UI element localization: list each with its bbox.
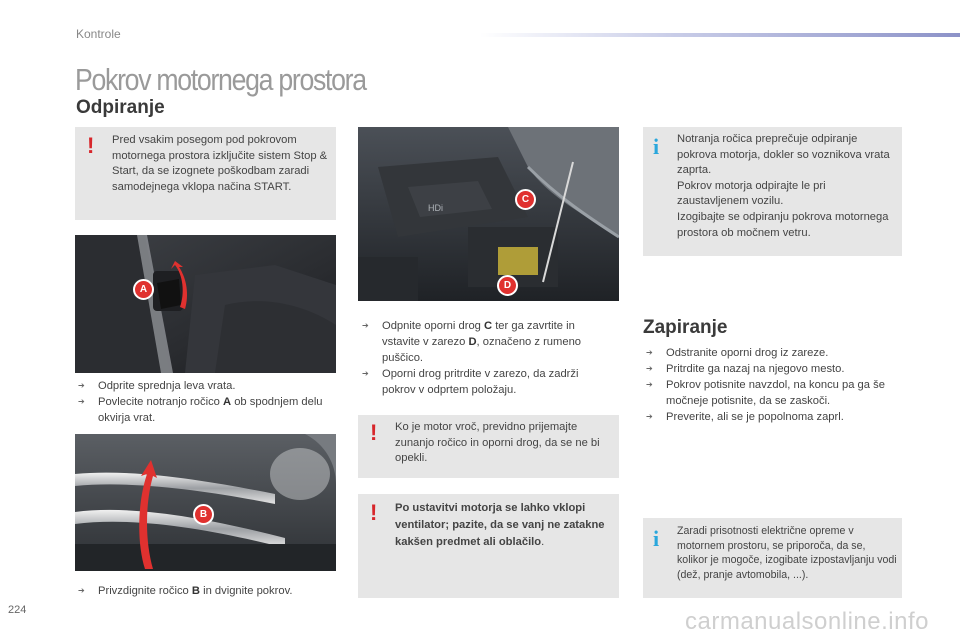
warning-icon: ! [87, 133, 95, 158]
warning-box-fan [358, 494, 619, 598]
engine-badge: HDi [428, 203, 443, 213]
info-icon: i [653, 526, 660, 551]
header-bar [480, 33, 960, 37]
warning-box-hot-engine [358, 415, 619, 478]
warning-text: Ko je motor vroč, previdno prijemajte zunanjo ročico in oporni drog, da se ne bi opekli. [395, 421, 600, 465]
info-text: Notranja ročica preprečuje odpiranje pokrova motorja, dokler so voznikova vrata zaprta. Pokrov motorja odpirajte le pri zaustavljenem vozilu. Izogibajte se odpiranju pokrova motornega prostora ob močnem vetru. [677, 133, 890, 239]
section-label: Kontrole [76, 27, 121, 41]
watermark: carmanualsonline.info [685, 608, 929, 635]
step-secure-rod: ➔ Oporni drog pritrdite v zarezo, da zadrži pokrov v odprtem položaju. [362, 366, 614, 398]
step-lift-hood: ➔ Privzdignite ročico B in dvignite pokrov. [78, 583, 336, 599]
step-check-closed: ➔ Preverite, ali se je popolnoma zaprl. [646, 409, 898, 425]
marker-a: A [133, 279, 154, 300]
steps-prop-rod [362, 318, 614, 398]
info-icon: i [653, 134, 660, 159]
marker-c: C [515, 189, 536, 210]
closing-heading: Zapiranje [643, 317, 728, 338]
steps-lift-lever [78, 583, 336, 599]
page-title: Pokrov motornega prostora [75, 62, 366, 97]
photo-engine-bay [358, 127, 619, 301]
opening-heading: Odpiranje [76, 97, 165, 118]
info-text: Zaradi prisotnosti električne opreme v motornem prostoru, se priporoča, da se, kolikor je mogoče, izogibate izpostavljanju vodi (dež, pranje avtomobila, ...). [677, 525, 897, 581]
step-stow-rod: ➔ Pritrdite ga nazaj na njegovo mesto. [646, 361, 898, 377]
marker-d: D [497, 275, 518, 296]
step-pull-lever: ➔ Povlecite notranjo ročico A ob spodnjem delu okvirja vrat. [78, 394, 336, 426]
page-number: 224 [8, 604, 27, 616]
info-box-electrical [643, 518, 902, 598]
warning-text: Po ustavitvi motorja se lahko vklopi ventilator; pazite, da se vanj ne zatakne kakšen predmet ali oblačilo. [395, 502, 605, 548]
steps-open-lever [78, 378, 336, 426]
step-press-hood: ➔ Pokrov potisnite navzdol, na koncu pa ga še močneje potisnite, da se zaskoči. [646, 377, 898, 409]
photo-front-grille [75, 434, 336, 571]
warning-text: Pred vsakim posegom pod pokrovom motornega prostora izključite sistem Stop & Start, da se izognete poškodbam zaradi samodejnega vklopa načina START. [112, 134, 328, 193]
marker-b: B [193, 504, 214, 525]
warning-icon: ! [370, 420, 378, 445]
steps-closing [646, 345, 898, 425]
step-remove-rod: ➔ Odstranite oporni drog iz zareze. [646, 345, 898, 361]
info-box-inner-lever [643, 127, 902, 256]
photo-interior-lever [75, 235, 336, 373]
warning-icon: ! [370, 500, 378, 525]
warning-box-stop-start [75, 127, 336, 220]
step-release-rod: ➔ Odpnite oporni drog C ter ga zavrtite in vstavite v zarezo D, označeno z rumeno puščico. [362, 318, 614, 366]
step-open-door: ➔ Odprite sprednja leva vrata. [78, 378, 336, 394]
